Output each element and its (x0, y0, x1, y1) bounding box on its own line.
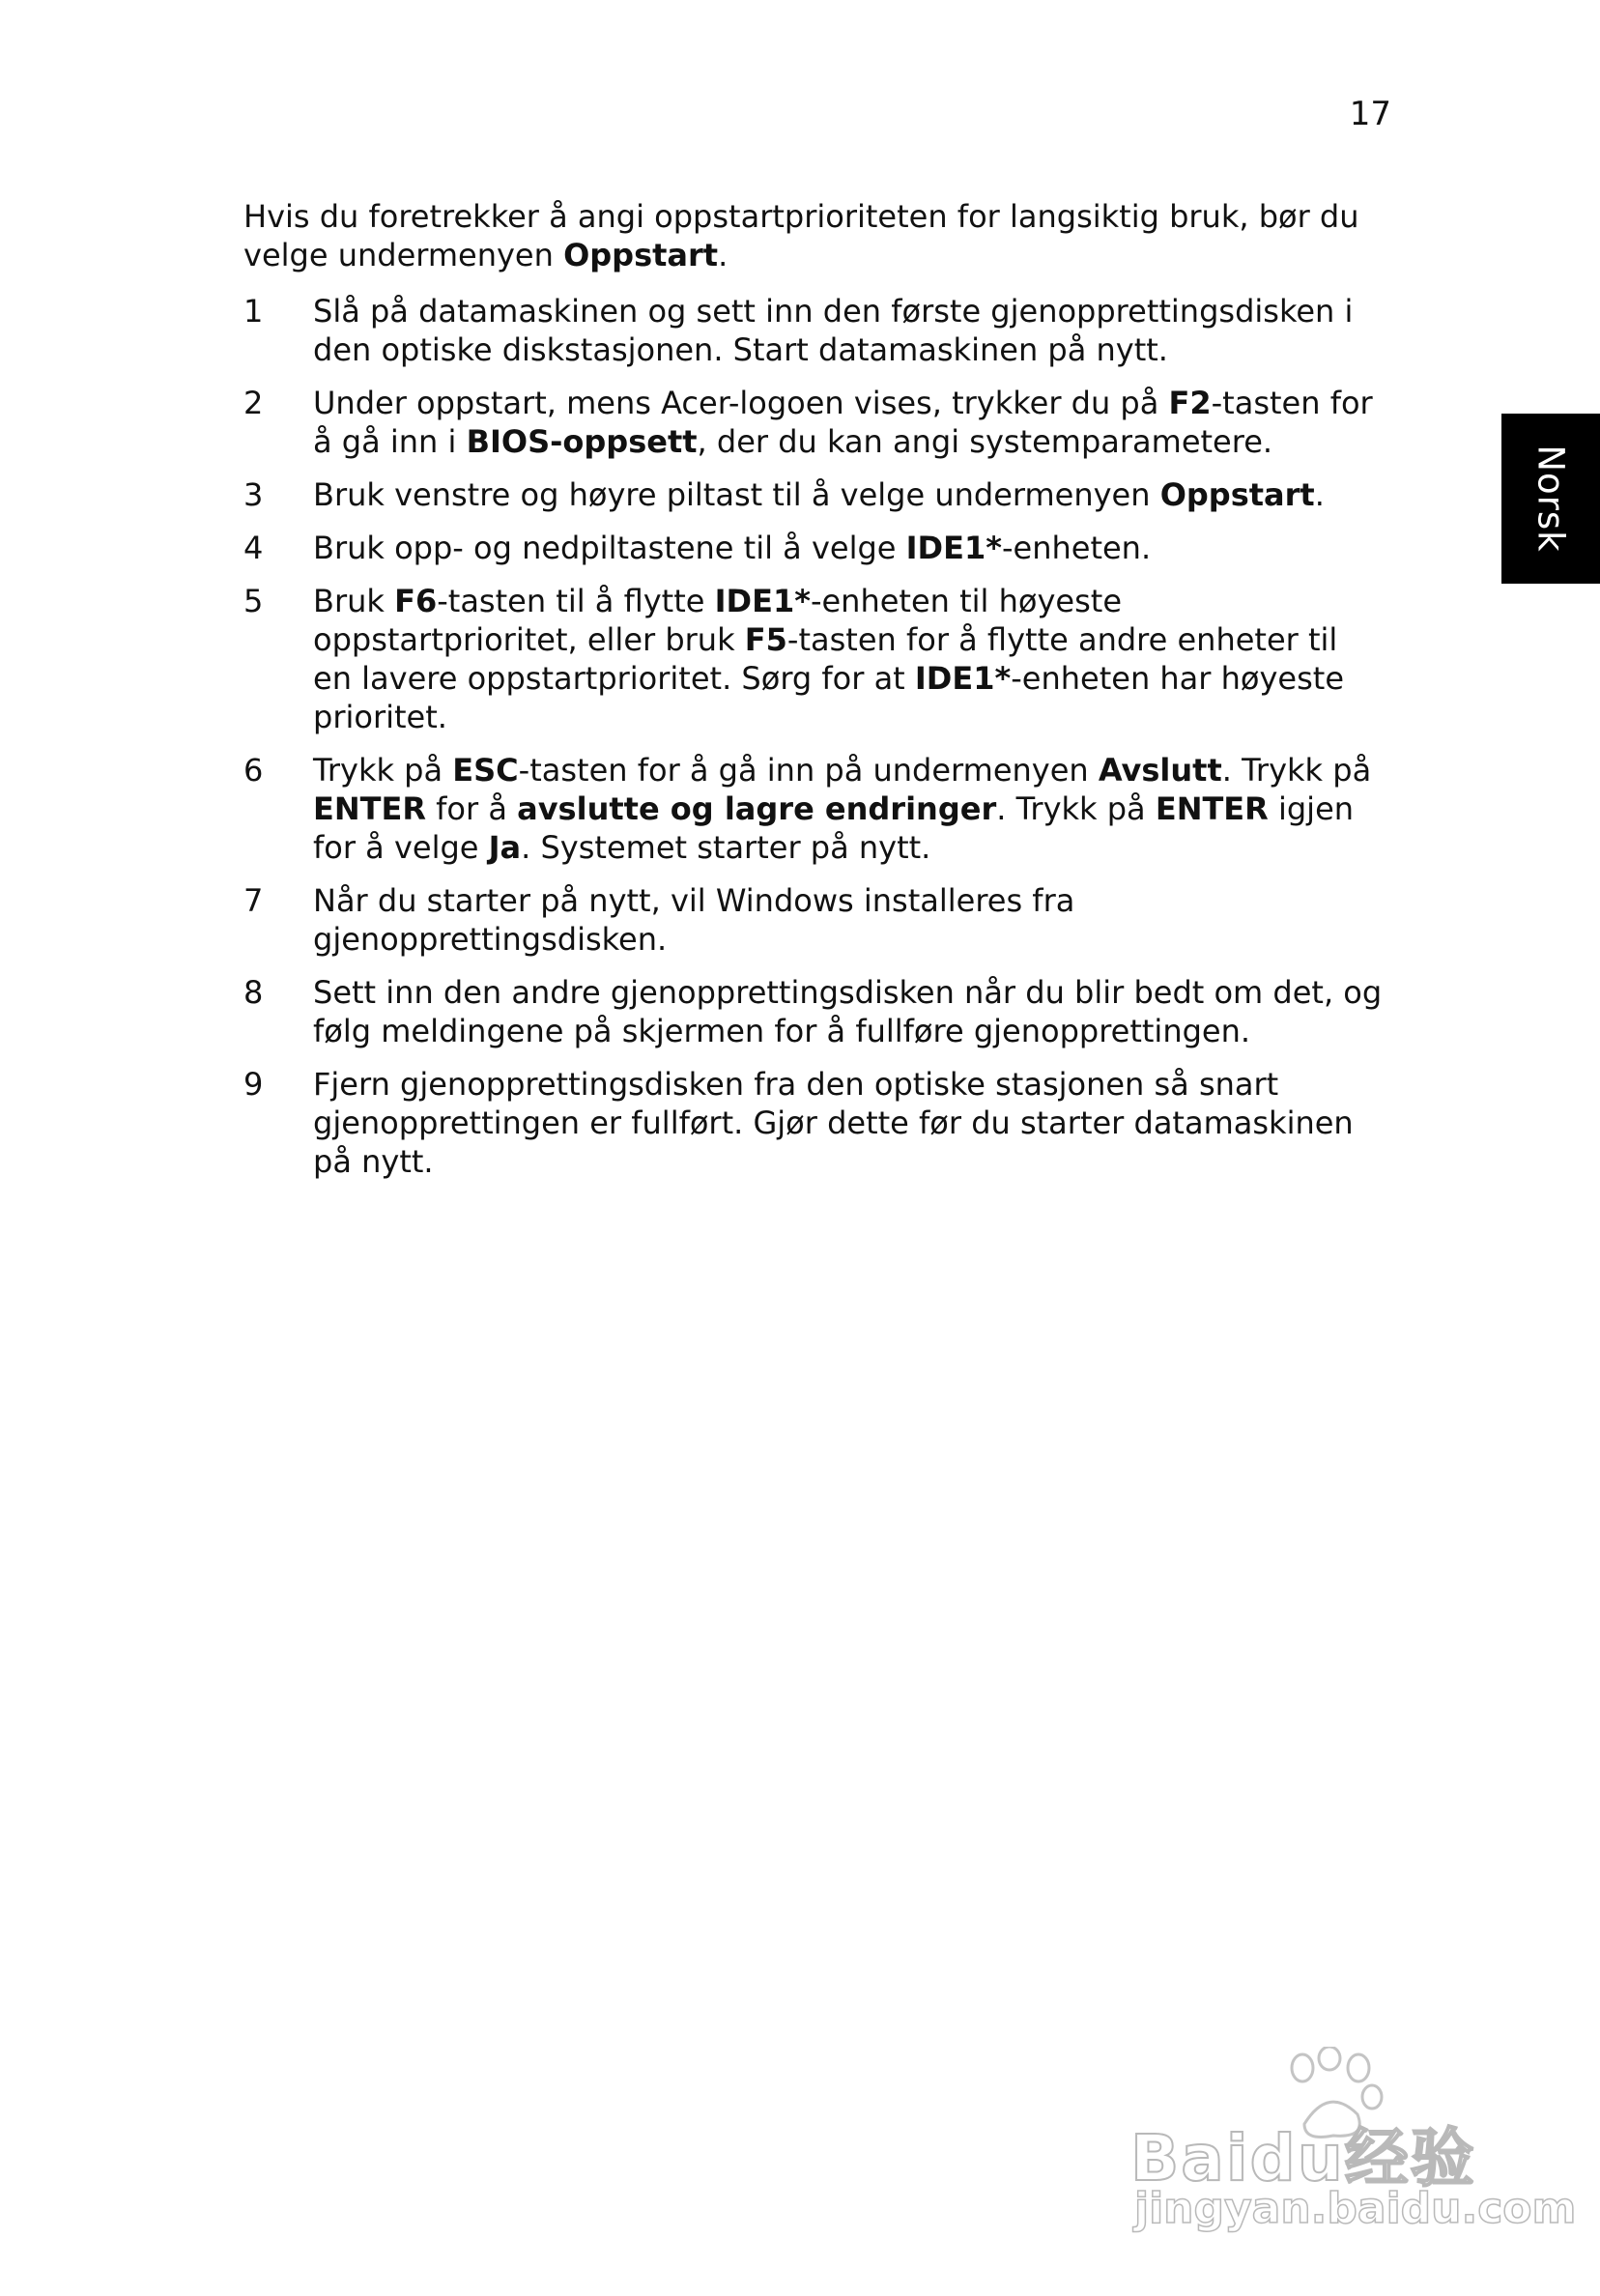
step-number: 5 (243, 583, 264, 619)
text-run: . (718, 237, 729, 273)
text-run: Bruk (313, 583, 395, 619)
step-item (243, 751, 1384, 867)
step-text (313, 476, 1325, 513)
bold-term: Oppstart (1159, 476, 1315, 513)
text-run: , der du kan angi systemparametere. (697, 423, 1273, 460)
text-run: Fjern gjenopprettingsdisken fra den optiske stasjonen så snart gjenopprettingen er fullført. Gjør dette før du starter datamaskinen på nytt. (313, 1066, 1354, 1180)
text-run: -tasten til å flytte (437, 583, 715, 619)
instruction-steps (243, 292, 1384, 1181)
step-item (243, 881, 1384, 959)
text-run: for å (425, 790, 518, 827)
watermark (1130, 2047, 1577, 2240)
text-run: Trykk på (313, 752, 453, 789)
bold-term: ENTER (1155, 790, 1269, 827)
step-item (243, 582, 1384, 736)
step-number: 4 (243, 530, 264, 566)
bold-term: avslutte og lagre endringer (517, 790, 997, 827)
bold-term: IDE1* (714, 583, 811, 619)
bold-term: F2 (1168, 385, 1212, 421)
text-run: Hvis du foretrekker å angi oppstartprioriteten for langsiktig bruk, bør du velge undermenyen (243, 198, 1359, 273)
bold-term: Oppstart (563, 237, 719, 273)
text-run: . Trykk på (996, 790, 1156, 827)
text-run: Slå på datamaskinen og sett inn den første gjenopprettingsdisken i den optiske diskstasjonen. Start datamaskinen på nytt. (313, 293, 1354, 368)
text-run: Under oppstart, mens Acer-logoen vises, trykker du på (313, 385, 1169, 421)
bold-term: ESC (452, 752, 519, 789)
bold-term: IDE1* (914, 660, 1012, 697)
watermark-logo: Baidu经验 (1130, 2121, 1476, 2196)
step-text (313, 1066, 1354, 1180)
step-item (243, 384, 1384, 461)
text-run: -enheten har høyeste prioritet. (313, 660, 1344, 735)
step-text (313, 583, 1344, 735)
step-number: 9 (243, 1066, 264, 1103)
bold-term: F5 (744, 621, 787, 658)
step-number: 6 (243, 752, 264, 789)
bold-term: Ja (488, 829, 522, 866)
step-item (243, 475, 1384, 514)
bold-term: BIOS-oppsett (466, 423, 698, 460)
bold-term: Avslutt (1098, 752, 1222, 789)
step-number: 1 (243, 293, 264, 330)
text-run: -tasten for å gå inn på undermenyen (518, 752, 1099, 789)
page-number: 17 (1349, 95, 1391, 133)
text-run: Sett inn den andre gjenopprettingsdisken når du blir bedt om det, og følg meldingene på skjermen for å fullføre gjenopprettingen. (313, 974, 1383, 1049)
bold-term: IDE1* (905, 530, 1002, 566)
bold-term: ENTER (313, 790, 426, 827)
bold-term: F6 (394, 583, 438, 619)
document-body (243, 197, 1384, 1195)
step-item (243, 292, 1384, 369)
text-run: -enheten til høyeste oppstartprioritet, eller bruk (313, 583, 1122, 658)
step-number: 7 (243, 882, 264, 919)
step-item (243, 529, 1384, 567)
text-run: -tasten for å flytte andre enheter til en lavere oppstartprioritet. Sørg for at (313, 621, 1338, 697)
text-run: Bruk opp- og nedpiltastene til å velge (313, 530, 906, 566)
step-text (313, 293, 1353, 368)
step-text (313, 882, 1074, 958)
watermark-url: jingyan.baidu.com (1134, 2184, 1577, 2233)
step-number: 2 (243, 385, 264, 421)
step-text (313, 385, 1373, 460)
step-number: 8 (243, 974, 264, 1011)
text-run: . Trykk på (1221, 752, 1372, 789)
text-run: -tasten for å gå inn i (313, 385, 1373, 460)
step-item (243, 1065, 1384, 1181)
text-run: Bruk venstre og høyre piltast til å velge undermenyen (313, 476, 1160, 513)
language-side-tab-label: Norsk (1529, 445, 1572, 553)
language-side-tab (1501, 414, 1600, 584)
text-run: . (1314, 476, 1325, 513)
step-item (243, 973, 1384, 1050)
intro-paragraph (243, 197, 1384, 274)
text-run: . Systemet starter på nytt. (521, 829, 931, 866)
text-run: Når du starter på nytt, vil Windows installeres fra gjenopprettingsdisken. (313, 882, 1075, 958)
step-text (313, 752, 1371, 866)
text-run: -enheten. (1001, 530, 1152, 566)
step-text (313, 530, 1151, 566)
text-run: igjen for å velge (313, 790, 1355, 866)
step-text (313, 974, 1382, 1049)
step-number: 3 (243, 476, 264, 513)
